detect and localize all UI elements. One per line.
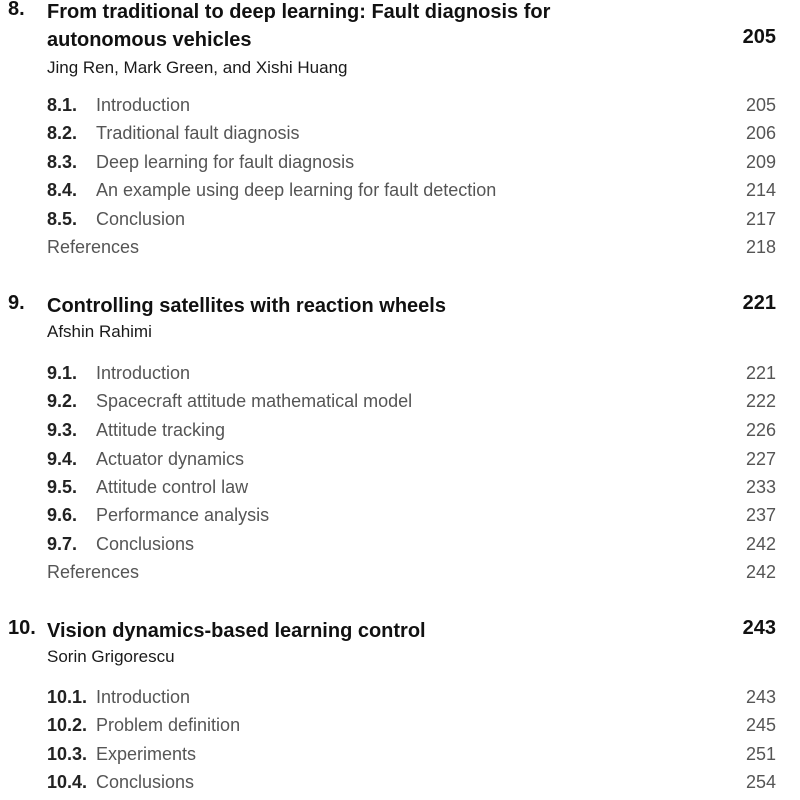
section-page-number: 245 [745,715,776,735]
chapter-authors: Sorin Grigorescu [47,647,175,666]
section-title: Conclusion [96,209,186,229]
section-number: 9.1. [47,363,78,383]
section-number: 10.4. [47,772,88,792]
section-title: Conclusions [96,772,195,792]
chapter-title-line-1: From traditional to deep learning: Fault diagnosis for [47,1,551,23]
section-page-number: 222 [745,391,776,411]
section-number: 9.6. [47,505,78,525]
section-page-number: 251 [745,744,776,764]
section-number: 9.3. [47,420,78,440]
section-title: Introduction [96,95,191,115]
references-page-number: 242 [745,562,776,582]
section-number: 9.7. [47,534,78,554]
section-number: 10.3. [47,744,88,764]
section-number: 10.2. [47,715,88,735]
toc-section-row [0,95,800,119]
section-page-number: 221 [745,363,776,383]
section-title: Conclusions [96,534,195,554]
section-page-number: 217 [745,209,776,229]
chapter-title: Controlling satellites with reaction wheels [47,295,446,317]
toc-section-row [0,391,800,415]
section-page-number: 227 [745,449,776,469]
section-page-number: 206 [745,123,776,143]
chapter-number: 8. [8,0,25,20]
section-page-number: 214 [745,180,776,200]
toc-section-row [0,477,800,501]
section-title: Spacecraft attitude mathematical model [96,391,413,411]
chapter-number: 9. [8,292,25,314]
toc-section-row [0,505,800,529]
section-number: 10.1. [47,687,88,707]
chapter-title: Vision dynamics-based learning control [47,620,426,642]
section-title: Introduction [96,363,191,383]
toc-section-row [0,209,800,233]
section-page-number: 205 [745,95,776,115]
section-title: Problem definition [96,715,241,735]
toc-section-row [0,123,800,147]
section-title: Attitude control law [96,477,249,497]
section-page-number: 242 [745,534,776,554]
toc-section-row [0,180,800,204]
section-title: Experiments [96,744,197,764]
section-number: 8.3. [47,152,78,172]
section-number: 8.4. [47,180,78,200]
chapter-page-number: 243 [742,617,776,639]
toc-section-row [0,449,800,473]
section-number: 9.4. [47,449,78,469]
chapter-page-number: 205 [742,26,776,48]
section-title: Introduction [96,687,191,707]
toc-section-row [0,715,800,739]
toc-references-row [0,237,800,261]
section-page-number: 209 [745,152,776,172]
toc-section-row [0,744,800,768]
chapter-title-line-2: autonomous vehicles [47,29,252,51]
chapter-number: 10. [8,617,36,639]
references-page-number: 218 [745,237,776,257]
toc-section-row [0,534,800,558]
chapter-authors: Afshin Rahimi [47,322,152,341]
section-number: 8.5. [47,209,78,229]
section-number: 9.2. [47,391,78,411]
section-page-number: 237 [745,505,776,525]
toc-section-row [0,687,800,711]
section-page-number: 226 [745,420,776,440]
section-title: Attitude tracking [96,420,226,440]
references-label: References [47,237,140,257]
section-page-number: 233 [745,477,776,497]
chapter-page-number: 221 [742,292,776,314]
section-number: 8.2. [47,123,78,143]
section-page-number: 243 [745,687,776,707]
section-title: Actuator dynamics [96,449,245,469]
section-page-number: 254 [745,772,776,792]
toc-section-row [0,772,800,796]
section-number: 9.5. [47,477,78,497]
section-title: Performance analysis [96,505,270,525]
toc-references-row [0,562,800,586]
toc-section-row [0,363,800,387]
chapter-authors: Jing Ren, Mark Green, and Xishi Huang [47,58,348,77]
section-title: An example using deep learning for fault detection [96,180,497,200]
section-title: Deep learning for fault diagnosis [96,152,355,172]
section-title: Traditional fault diagnosis [96,123,300,143]
references-label: References [47,562,140,582]
section-number: 8.1. [47,95,78,115]
toc-section-row [0,152,800,176]
toc-section-row [0,420,800,444]
